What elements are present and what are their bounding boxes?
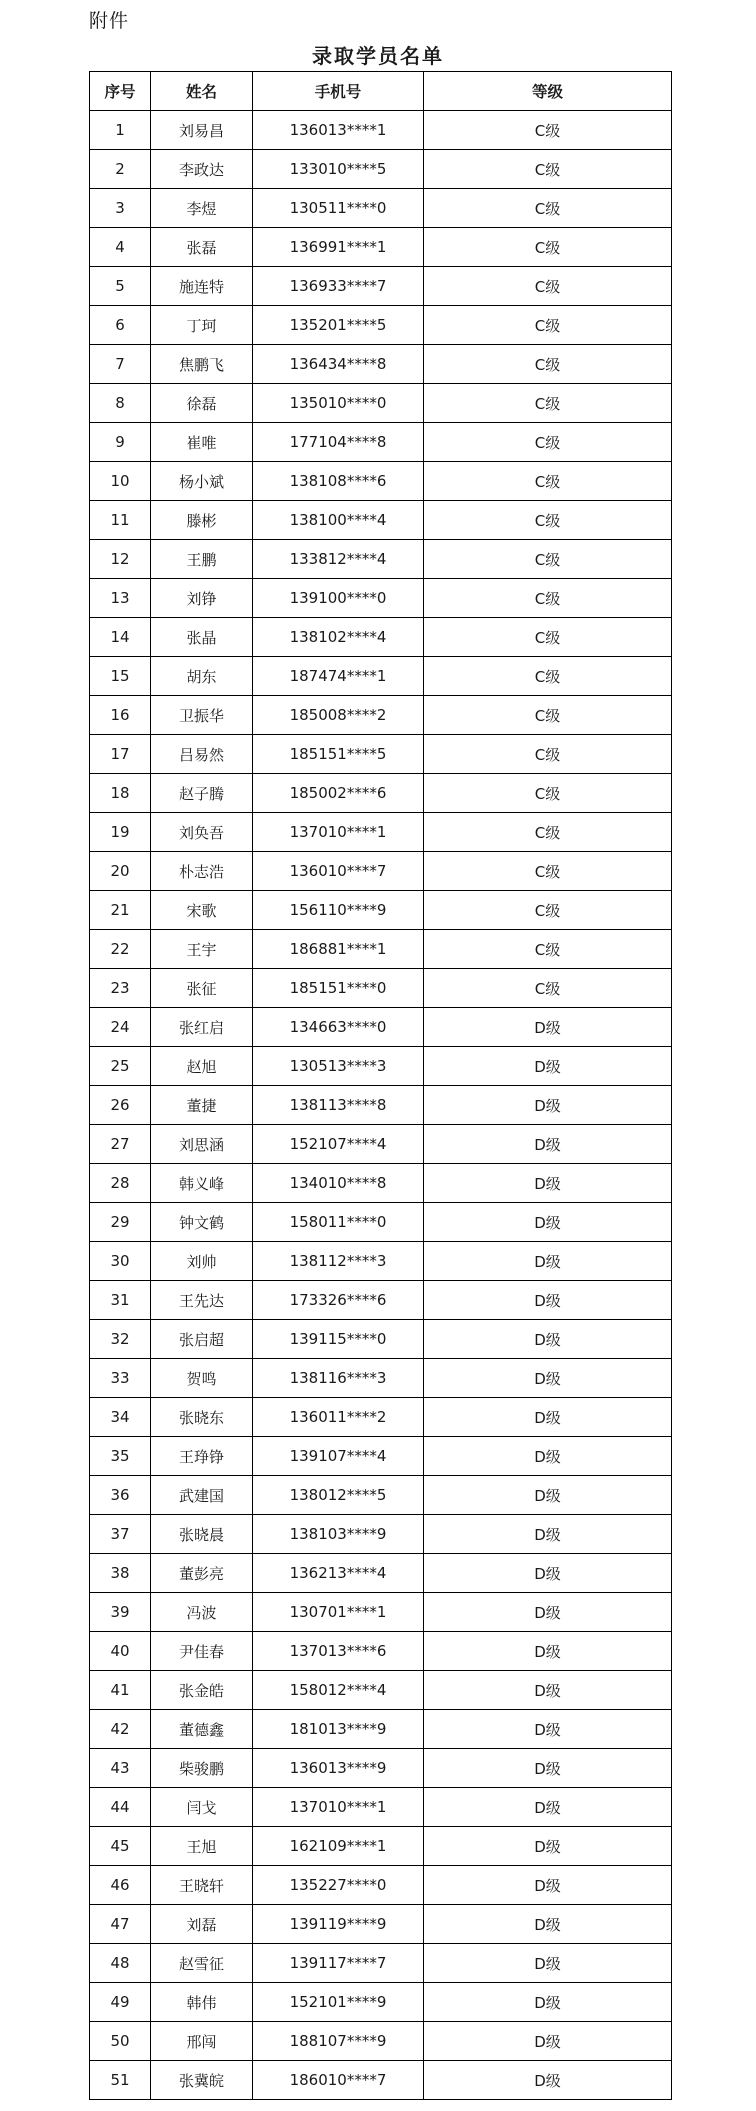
cell-index: 15 bbox=[90, 657, 151, 696]
cell-name: 董德鑫 bbox=[151, 1710, 253, 1749]
cell-index: 6 bbox=[90, 306, 151, 345]
cell-index: 37 bbox=[90, 1515, 151, 1554]
table-row bbox=[90, 540, 672, 579]
cell-phone: 139117****7 bbox=[253, 1944, 424, 1983]
cell-name: 冯波 bbox=[151, 1593, 253, 1632]
cell-name: 武建国 bbox=[151, 1476, 253, 1515]
cell-name: 董彭亮 bbox=[151, 1554, 253, 1593]
cell-name: 宋歌 bbox=[151, 891, 253, 930]
table-row bbox=[90, 657, 672, 696]
table-row bbox=[90, 345, 672, 384]
cell-name: 卫振华 bbox=[151, 696, 253, 735]
cell-index: 2 bbox=[90, 150, 151, 189]
cell-phone: 136013****9 bbox=[253, 1749, 424, 1788]
table-row bbox=[90, 1476, 672, 1515]
cell-name: 徐磊 bbox=[151, 384, 253, 423]
cell-phone: 133812****4 bbox=[253, 540, 424, 579]
cell-name: 张晶 bbox=[151, 618, 253, 657]
cell-phone: 138012****5 bbox=[253, 1476, 424, 1515]
cell-phone: 139100****0 bbox=[253, 579, 424, 618]
cell-index: 44 bbox=[90, 1788, 151, 1827]
cell-name: 王琤铮 bbox=[151, 1437, 253, 1476]
cell-phone: 136991****1 bbox=[253, 228, 424, 267]
table-row bbox=[90, 1632, 672, 1671]
cell-level: C级 bbox=[424, 969, 672, 1008]
cell-name: 刘易昌 bbox=[151, 111, 253, 150]
cell-name: 崔唯 bbox=[151, 423, 253, 462]
table-row bbox=[90, 813, 672, 852]
cell-name: 焦鹏飞 bbox=[151, 345, 253, 384]
cell-name: 赵雪征 bbox=[151, 1944, 253, 1983]
cell-level: D级 bbox=[424, 1944, 672, 1983]
cell-level: D级 bbox=[424, 1866, 672, 1905]
cell-level: D级 bbox=[424, 1827, 672, 1866]
table-row bbox=[90, 1086, 672, 1125]
table-row bbox=[90, 930, 672, 969]
table-row bbox=[90, 1047, 672, 1086]
table-row bbox=[90, 696, 672, 735]
cell-name: 刘帅 bbox=[151, 1242, 253, 1281]
cell-phone: 138112****3 bbox=[253, 1242, 424, 1281]
cell-name: 王鹏 bbox=[151, 540, 253, 579]
cell-name: 柴骏鹏 bbox=[151, 1749, 253, 1788]
cell-phone: 138116****3 bbox=[253, 1359, 424, 1398]
table-body bbox=[90, 111, 672, 2100]
cell-level: D级 bbox=[424, 1710, 672, 1749]
cell-phone: 136213****4 bbox=[253, 1554, 424, 1593]
table-row bbox=[90, 1359, 672, 1398]
table-row bbox=[90, 150, 672, 189]
cell-level: D级 bbox=[424, 1203, 672, 1242]
cell-index: 12 bbox=[90, 540, 151, 579]
cell-phone: 139115****0 bbox=[253, 1320, 424, 1359]
cell-index: 47 bbox=[90, 1905, 151, 1944]
cell-level: D级 bbox=[424, 1281, 672, 1320]
table-row bbox=[90, 1515, 672, 1554]
cell-name: 韩伟 bbox=[151, 1983, 253, 2022]
table-row bbox=[90, 1788, 672, 1827]
cell-level: D级 bbox=[424, 2061, 672, 2100]
cell-index: 36 bbox=[90, 1476, 151, 1515]
table-row bbox=[90, 1125, 672, 1164]
cell-phone: 139107****4 bbox=[253, 1437, 424, 1476]
cell-phone: 138113****8 bbox=[253, 1086, 424, 1125]
table-row bbox=[90, 306, 672, 345]
cell-phone: 187474****1 bbox=[253, 657, 424, 696]
table-row bbox=[90, 1281, 672, 1320]
cell-index: 45 bbox=[90, 1827, 151, 1866]
cell-phone: 135227****0 bbox=[253, 1866, 424, 1905]
cell-index: 48 bbox=[90, 1944, 151, 1983]
header-phone: 手机号 bbox=[253, 72, 424, 111]
cell-index: 19 bbox=[90, 813, 151, 852]
cell-index: 13 bbox=[90, 579, 151, 618]
cell-level: D级 bbox=[424, 1086, 672, 1125]
cell-index: 20 bbox=[90, 852, 151, 891]
cell-phone: 136013****1 bbox=[253, 111, 424, 150]
table-row bbox=[90, 1164, 672, 1203]
cell-level: C级 bbox=[424, 501, 672, 540]
cell-index: 5 bbox=[90, 267, 151, 306]
table-row bbox=[90, 1008, 672, 1047]
table-row bbox=[90, 1554, 672, 1593]
cell-index: 4 bbox=[90, 228, 151, 267]
cell-name: 刘奂吾 bbox=[151, 813, 253, 852]
cell-name: 张晓晨 bbox=[151, 1515, 253, 1554]
cell-phone: 135201****5 bbox=[253, 306, 424, 345]
cell-index: 7 bbox=[90, 345, 151, 384]
cell-index: 35 bbox=[90, 1437, 151, 1476]
cell-level: C级 bbox=[424, 540, 672, 579]
cell-index: 26 bbox=[90, 1086, 151, 1125]
cell-index: 27 bbox=[90, 1125, 151, 1164]
cell-level: C级 bbox=[424, 618, 672, 657]
cell-phone: 138102****4 bbox=[253, 618, 424, 657]
cell-index: 25 bbox=[90, 1047, 151, 1086]
cell-name: 张晓东 bbox=[151, 1398, 253, 1437]
cell-phone: 137010****1 bbox=[253, 1788, 424, 1827]
cell-level: C级 bbox=[424, 852, 672, 891]
cell-name: 张启超 bbox=[151, 1320, 253, 1359]
cell-level: D级 bbox=[424, 1905, 672, 1944]
cell-level: D级 bbox=[424, 1983, 672, 2022]
cell-level: C级 bbox=[424, 462, 672, 501]
cell-level: C级 bbox=[424, 735, 672, 774]
cell-index: 21 bbox=[90, 891, 151, 930]
cell-name: 王宇 bbox=[151, 930, 253, 969]
cell-level: D级 bbox=[424, 1515, 672, 1554]
cell-index: 43 bbox=[90, 1749, 151, 1788]
cell-level: C级 bbox=[424, 696, 672, 735]
table-row bbox=[90, 1671, 672, 1710]
cell-name: 王旭 bbox=[151, 1827, 253, 1866]
table-row bbox=[90, 267, 672, 306]
cell-level: C级 bbox=[424, 384, 672, 423]
cell-level: D级 bbox=[424, 1593, 672, 1632]
cell-name: 李政达 bbox=[151, 150, 253, 189]
cell-index: 1 bbox=[90, 111, 151, 150]
cell-name: 闫戈 bbox=[151, 1788, 253, 1827]
cell-phone: 158012****4 bbox=[253, 1671, 424, 1710]
cell-index: 3 bbox=[90, 189, 151, 228]
cell-index: 41 bbox=[90, 1671, 151, 1710]
table-row bbox=[90, 579, 672, 618]
cell-phone: 136010****7 bbox=[253, 852, 424, 891]
cell-level: C级 bbox=[424, 228, 672, 267]
cell-level: C级 bbox=[424, 189, 672, 228]
cell-index: 34 bbox=[90, 1398, 151, 1437]
cell-level: C级 bbox=[424, 423, 672, 462]
cell-phone: 162109****1 bbox=[253, 1827, 424, 1866]
cell-index: 23 bbox=[90, 969, 151, 1008]
cell-name: 张冀皖 bbox=[151, 2061, 253, 2100]
table-row bbox=[90, 1437, 672, 1476]
cell-index: 51 bbox=[90, 2061, 151, 2100]
cell-level: C级 bbox=[424, 345, 672, 384]
cell-name: 韩义峰 bbox=[151, 1164, 253, 1203]
cell-phone: 188107****9 bbox=[253, 2022, 424, 2061]
cell-name: 贺鸣 bbox=[151, 1359, 253, 1398]
table-row bbox=[90, 1320, 672, 1359]
cell-index: 9 bbox=[90, 423, 151, 462]
cell-name: 刘铮 bbox=[151, 579, 253, 618]
cell-level: D级 bbox=[424, 1476, 672, 1515]
cell-index: 31 bbox=[90, 1281, 151, 1320]
table-row bbox=[90, 1710, 672, 1749]
cell-level: C级 bbox=[424, 150, 672, 189]
cell-name: 董捷 bbox=[151, 1086, 253, 1125]
cell-level: C级 bbox=[424, 813, 672, 852]
cell-level: C级 bbox=[424, 774, 672, 813]
cell-phone: 173326****6 bbox=[253, 1281, 424, 1320]
cell-phone: 158011****0 bbox=[253, 1203, 424, 1242]
cell-level: D级 bbox=[424, 1632, 672, 1671]
cell-name: 吕易然 bbox=[151, 735, 253, 774]
header-name: 姓名 bbox=[151, 72, 253, 111]
cell-name: 张征 bbox=[151, 969, 253, 1008]
cell-index: 38 bbox=[90, 1554, 151, 1593]
table-row bbox=[90, 852, 672, 891]
cell-phone: 152107****4 bbox=[253, 1125, 424, 1164]
cell-phone: 139119****9 bbox=[253, 1905, 424, 1944]
table-row bbox=[90, 1242, 672, 1281]
table-row bbox=[90, 423, 672, 462]
cell-phone: 185151****0 bbox=[253, 969, 424, 1008]
table-row bbox=[90, 969, 672, 1008]
cell-name: 钟文鹤 bbox=[151, 1203, 253, 1242]
cell-phone: 156110****9 bbox=[253, 891, 424, 930]
table-row bbox=[90, 1944, 672, 1983]
table-row bbox=[90, 1827, 672, 1866]
cell-phone: 152101****9 bbox=[253, 1983, 424, 2022]
cell-name: 尹佳春 bbox=[151, 1632, 253, 1671]
cell-phone: 138103****9 bbox=[253, 1515, 424, 1554]
cell-level: D级 bbox=[424, 1554, 672, 1593]
cell-level: C级 bbox=[424, 111, 672, 150]
cell-phone: 130511****0 bbox=[253, 189, 424, 228]
cell-level: D级 bbox=[424, 1320, 672, 1359]
cell-name: 朴志浩 bbox=[151, 852, 253, 891]
table-row bbox=[90, 1593, 672, 1632]
cell-index: 14 bbox=[90, 618, 151, 657]
cell-name: 丁珂 bbox=[151, 306, 253, 345]
cell-phone: 186881****1 bbox=[253, 930, 424, 969]
cell-index: 39 bbox=[90, 1593, 151, 1632]
table-row bbox=[90, 891, 672, 930]
table-row bbox=[90, 1203, 672, 1242]
cell-level: C级 bbox=[424, 891, 672, 930]
table-row bbox=[90, 2061, 672, 2100]
attachment-label: 附件 bbox=[89, 10, 130, 32]
header-level: 等级 bbox=[424, 72, 672, 111]
cell-index: 17 bbox=[90, 735, 151, 774]
cell-level: D级 bbox=[424, 1008, 672, 1047]
cell-phone: 130513****3 bbox=[253, 1047, 424, 1086]
table-row bbox=[90, 2022, 672, 2061]
cell-phone: 136933****7 bbox=[253, 267, 424, 306]
header-index: 序号 bbox=[90, 72, 151, 111]
table-row bbox=[90, 228, 672, 267]
cell-index: 22 bbox=[90, 930, 151, 969]
cell-name: 赵旭 bbox=[151, 1047, 253, 1086]
cell-phone: 138100****4 bbox=[253, 501, 424, 540]
cell-phone: 137013****6 bbox=[253, 1632, 424, 1671]
table-row bbox=[90, 1749, 672, 1788]
cell-phone: 135010****0 bbox=[253, 384, 424, 423]
cell-phone: 137010****1 bbox=[253, 813, 424, 852]
table-row bbox=[90, 1866, 672, 1905]
table-row bbox=[90, 1398, 672, 1437]
cell-name: 施连特 bbox=[151, 267, 253, 306]
cell-phone: 186010****7 bbox=[253, 2061, 424, 2100]
table-row bbox=[90, 384, 672, 423]
cell-level: C级 bbox=[424, 579, 672, 618]
table-row bbox=[90, 618, 672, 657]
cell-name: 滕彬 bbox=[151, 501, 253, 540]
cell-index: 10 bbox=[90, 462, 151, 501]
cell-level: D级 bbox=[424, 1125, 672, 1164]
cell-phone: 185151****5 bbox=[253, 735, 424, 774]
cell-level: D级 bbox=[424, 1788, 672, 1827]
cell-index: 50 bbox=[90, 2022, 151, 2061]
cell-index: 46 bbox=[90, 1866, 151, 1905]
cell-phone: 130701****1 bbox=[253, 1593, 424, 1632]
cell-level: C级 bbox=[424, 930, 672, 969]
table-header-row bbox=[90, 72, 672, 111]
cell-name: 杨小斌 bbox=[151, 462, 253, 501]
cell-phone: 185008****2 bbox=[253, 696, 424, 735]
table-row bbox=[90, 774, 672, 813]
cell-index: 24 bbox=[90, 1008, 151, 1047]
cell-phone: 138108****6 bbox=[253, 462, 424, 501]
cell-name: 刘磊 bbox=[151, 1905, 253, 1944]
table-row bbox=[90, 735, 672, 774]
table-row bbox=[90, 1983, 672, 2022]
cell-phone: 136434****8 bbox=[253, 345, 424, 384]
cell-level: D级 bbox=[424, 1164, 672, 1203]
cell-level: D级 bbox=[424, 2022, 672, 2061]
cell-index: 11 bbox=[90, 501, 151, 540]
cell-phone: 134010****8 bbox=[253, 1164, 424, 1203]
cell-level: D级 bbox=[424, 1437, 672, 1476]
cell-phone: 133010****5 bbox=[253, 150, 424, 189]
cell-name: 李煜 bbox=[151, 189, 253, 228]
cell-index: 29 bbox=[90, 1203, 151, 1242]
cell-level: C级 bbox=[424, 267, 672, 306]
cell-level: D级 bbox=[424, 1047, 672, 1086]
cell-level: D级 bbox=[424, 1242, 672, 1281]
cell-index: 42 bbox=[90, 1710, 151, 1749]
cell-index: 28 bbox=[90, 1164, 151, 1203]
cell-name: 邢闯 bbox=[151, 2022, 253, 2061]
cell-name: 刘思涵 bbox=[151, 1125, 253, 1164]
cell-level: D级 bbox=[424, 1749, 672, 1788]
cell-index: 32 bbox=[90, 1320, 151, 1359]
cell-phone: 136011****2 bbox=[253, 1398, 424, 1437]
cell-level: D级 bbox=[424, 1671, 672, 1710]
cell-index: 18 bbox=[90, 774, 151, 813]
cell-level: C级 bbox=[424, 657, 672, 696]
cell-phone: 134663****0 bbox=[253, 1008, 424, 1047]
cell-phone: 181013****9 bbox=[253, 1710, 424, 1749]
cell-level: D级 bbox=[424, 1398, 672, 1437]
cell-name: 赵子腾 bbox=[151, 774, 253, 813]
cell-index: 49 bbox=[90, 1983, 151, 2022]
cell-index: 8 bbox=[90, 384, 151, 423]
page-title: 录取学员名单 bbox=[312, 44, 444, 68]
table-row bbox=[90, 189, 672, 228]
cell-name: 张红启 bbox=[151, 1008, 253, 1047]
cell-name: 王先达 bbox=[151, 1281, 253, 1320]
cell-name: 胡东 bbox=[151, 657, 253, 696]
table-row bbox=[90, 501, 672, 540]
cell-name: 张金皓 bbox=[151, 1671, 253, 1710]
admission-list-table bbox=[89, 71, 672, 2100]
cell-index: 30 bbox=[90, 1242, 151, 1281]
cell-name: 王晓轩 bbox=[151, 1866, 253, 1905]
cell-level: C级 bbox=[424, 306, 672, 345]
cell-level: D级 bbox=[424, 1359, 672, 1398]
table-row bbox=[90, 111, 672, 150]
table-row bbox=[90, 462, 672, 501]
cell-name: 张磊 bbox=[151, 228, 253, 267]
cell-index: 16 bbox=[90, 696, 151, 735]
table-row bbox=[90, 1905, 672, 1944]
cell-phone: 177104****8 bbox=[253, 423, 424, 462]
cell-index: 33 bbox=[90, 1359, 151, 1398]
cell-phone: 185002****6 bbox=[253, 774, 424, 813]
cell-index: 40 bbox=[90, 1632, 151, 1671]
